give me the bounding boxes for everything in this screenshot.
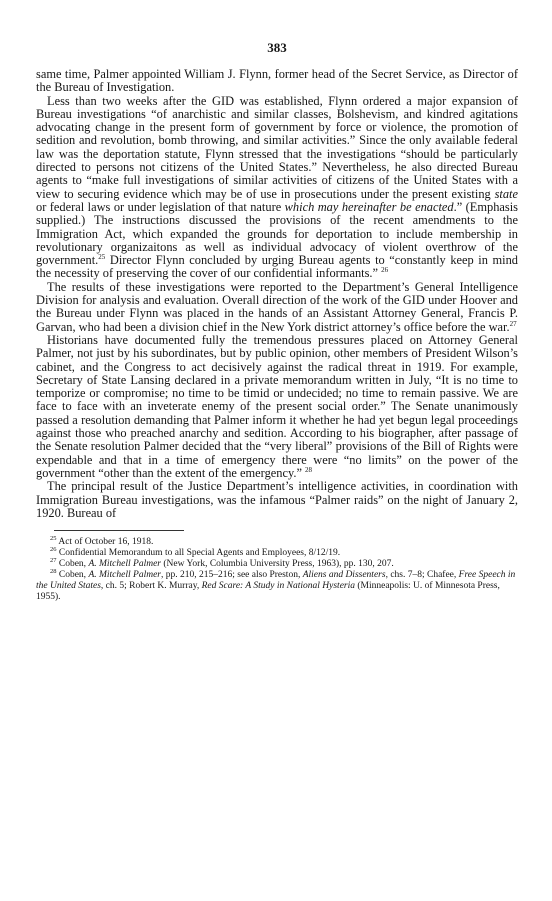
document-page bbox=[36, 40, 518, 603]
footnote bbox=[36, 567, 518, 603]
body-text bbox=[36, 68, 518, 520]
text-run: or federal laws or under legislation of that nature bbox=[36, 199, 285, 214]
footnote-ref: 26 bbox=[381, 266, 389, 275]
text-run: The principal result of the Justice Department’s intelligence activities, in coordination with Immigration Bureau investigations, was the infamous “Palmer raids” on the night of January 2, 1920. Bureau of bbox=[36, 479, 518, 520]
text-run: (New York, Columbia University Press, 1963), pp. 130, 207. bbox=[161, 559, 394, 570]
text-run: (Minneapolis: U. of Minnesota Press, 1955). bbox=[36, 581, 500, 603]
footnote-ref: 28 bbox=[305, 465, 313, 474]
footnote bbox=[36, 545, 518, 559]
paragraph bbox=[36, 95, 518, 281]
footnotes bbox=[36, 534, 518, 603]
paragraph bbox=[36, 480, 518, 520]
italic-text: A. Mitchell Palmer bbox=[88, 570, 161, 581]
footnote-ref: 26 bbox=[50, 545, 57, 553]
text-run: Historians have documented fully the tremendous pressures placed on Attorney General Palmer, not just by his subordinates, but by public opinion, other members of President Wilson’s cabinet, and the Congress to act decisively against the radical threat in 1919. For example, Secretary of State Lansing declared in a private memorandum written in July, “It is no time to temporize or compromise; no time to be timid or undecided; no time to remain passive. We are face to face with an inveterate enemy of the present social order.” The Senate unanimously passed a resolution demanding that Palmer inform it whether he had yet begun legal proceedings against those who preached anarchy and sedition. According to his biographer, after passage of the Senate resolution Palmer decided that the “very liberal” provisions of the Bill of Rights were expendable and that in a time of emergency there were “no limits” on the power of the government “other than the extent of the emergency.” bbox=[36, 332, 518, 480]
text-run: Act of October 16, 1918. bbox=[56, 537, 154, 548]
italic-text: Red Scare: A Study in National Hysteria bbox=[201, 581, 355, 592]
footnote-ref: 28 bbox=[50, 567, 57, 575]
italic-text: A. Mitchell Palmer bbox=[88, 559, 161, 570]
italic-text: which may hereinafter be enacted bbox=[284, 199, 454, 214]
text-run: Coben, bbox=[56, 570, 89, 581]
footnote bbox=[36, 534, 518, 548]
text-run: same time, Palmer appointed William J. Flynn, former head of the Secret Service, as Director of the Bureau of Investigation. bbox=[36, 67, 518, 95]
text-run: .” (Emphasis supplied.) The instructions discussed the provisions of the recent amendments to the Immigration Act, which expanded the grounds for deportation to include membership in revolutionary organizaitons as well as individual advocacy of violent overthrow of the government. bbox=[36, 199, 518, 268]
italic-text: Free Speech in the United States bbox=[36, 570, 516, 592]
text-run: Less than two weeks after the GID was established, Flynn ordered a major expansion of Bureau investigations “of anarchistic and similar classes, Bolshevism, and kindred agitations advocating change in the present form of government by force or violence, the promotion of sedition and revolution, bomb throwing, and similar activities.” Since the only available federal law was the deportation statute, Flynn stressed that the investigations “should be particularly directed to persons not citizens of the United States.” Nevertheless, he also directed Bureau agents to “make full investigations of similar activities of citizens of the United States with a view to securing evidence which may be of use in prosecutions under the present existing bbox=[36, 93, 518, 201]
italic-text: Aliens and Dissenters bbox=[302, 570, 386, 581]
footnote-ref: 25 bbox=[98, 253, 106, 262]
text-run: , chs. 7–8; Chafee, bbox=[385, 570, 459, 581]
text-run: , ch. 5; Robert K. Murray, bbox=[100, 581, 202, 592]
footnote-ref: 27 bbox=[509, 319, 517, 328]
text-run: Director Flynn concluded by urging Bureau agents to “constantly keep in mind the necessity of preserving the cover of our confidential informants.” bbox=[36, 253, 518, 281]
text-run: , pp. 210, 215–216; see also Preston, bbox=[161, 570, 303, 581]
paragraph bbox=[36, 68, 518, 95]
footnote-ref: 27 bbox=[50, 556, 57, 564]
paragraph bbox=[36, 334, 518, 480]
text-run: Confidential Memorandum to all Special Agents and Employees, 8/12/19. bbox=[56, 548, 341, 559]
paragraph bbox=[36, 281, 518, 334]
text-run: Coben, bbox=[56, 559, 89, 570]
footnote-divider bbox=[54, 530, 184, 531]
page-number: 383 bbox=[267, 40, 287, 55]
footnote bbox=[36, 556, 518, 570]
text-run: The results of these investigations were reported to the Department’s General Intelligence Division for analysis and evaluation. Overall direction of the work of the GID under Hoover and the Bureau under Flynn was placed in the hands of an Assistant Attorney General, Francis P. Garvan, who had been a division chief in the New York district attorney’s office before the war. bbox=[36, 279, 518, 334]
footnote-ref: 25 bbox=[50, 534, 57, 542]
italic-text: state bbox=[494, 186, 518, 201]
